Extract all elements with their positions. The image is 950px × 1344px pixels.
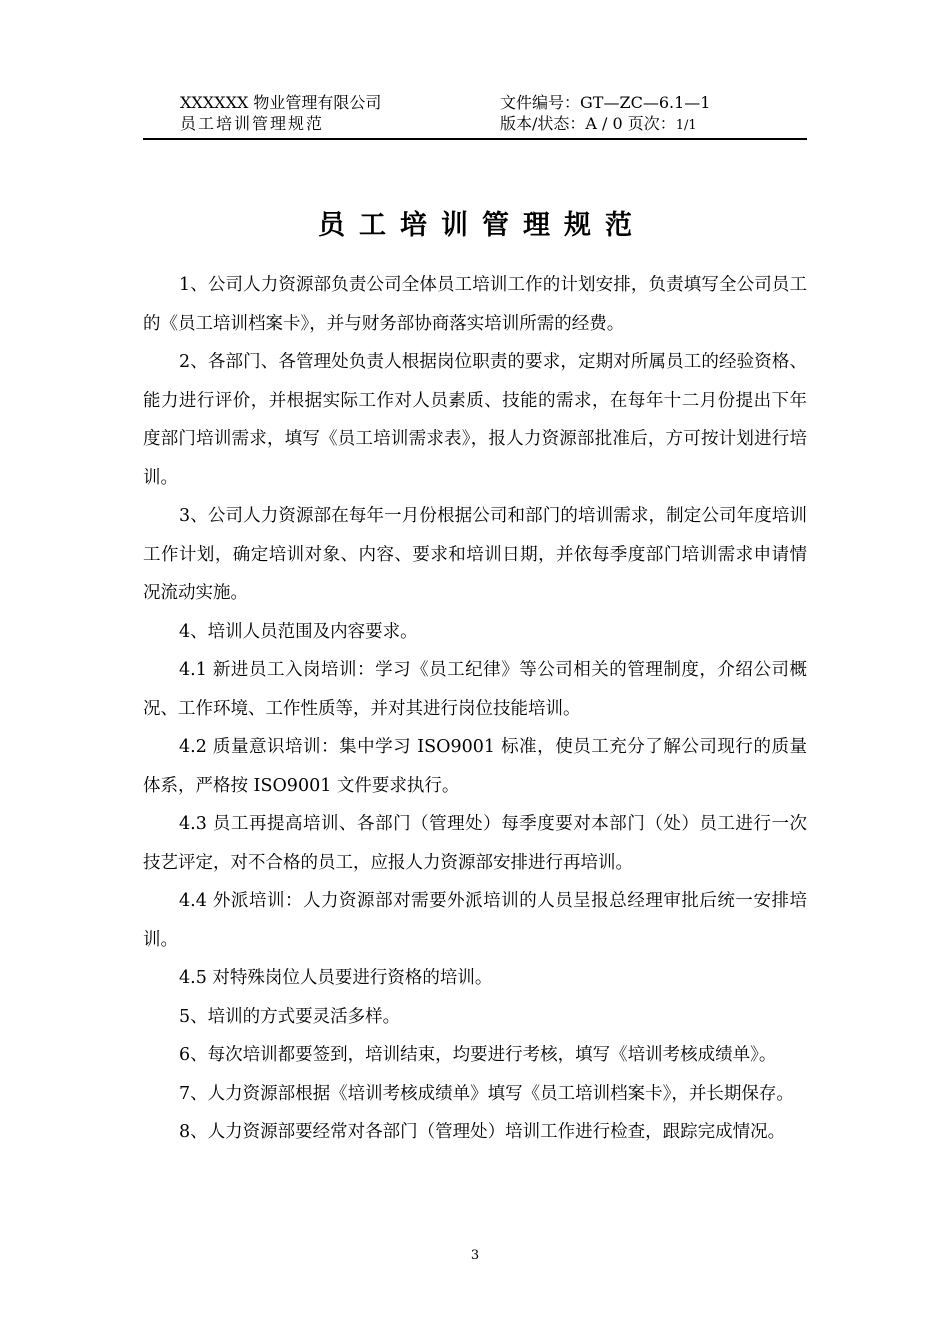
paragraph-8: 8、人力资源部要经常对各部门（管理处）培训工作进行检查，跟踪完成情况。: [179, 1122, 786, 1142]
company-name: XXXXXX 物业管理有限公司: [180, 93, 382, 112]
paragraph-7: 7、人力资源部根据《培训考核成绩单》填写《员工培训档案卡》，并长期保存。: [179, 1083, 794, 1104]
page-header: [143, 92, 807, 140]
page-count: 1/1: [675, 118, 697, 133]
paragraph-3: 3、公司人力资源部在每年一月份根据公司和部门的培训需求，制定公司年度培训工作计划，确定培训对象、内容、要求和培训日期，并依每季度部门培训需求申请情况流动实施。: [143, 506, 807, 603]
paragraph-4-3: 4.3 员工再提高培训、各部门（管理处）每季度要对本部门（处）员工进行一次技艺评定，对不合格的员工，应报人力资源部安排进行再培训。: [143, 814, 807, 873]
paragraph-4-4: 4.4 外派培训：人力资源部对需要外派培训的人员呈报总经理审批后统一安排培训。: [143, 891, 807, 950]
paragraph-4: 4、培训人员范围及内容要求。: [179, 621, 418, 642]
document-name: 员工培训管理规范: [180, 114, 325, 133]
document-number: 文件编号：GT—ZC—6.1—1: [500, 93, 711, 112]
header-row-2: [143, 113, 807, 134]
header-row-1: [143, 92, 807, 113]
document-body: [143, 266, 807, 1152]
paragraph-4-1: 4.1 新进员工入岗培训：学习《员工纪律》等公司相关的管理制度，介绍公司概况、工作环境、工作性质等，并对其进行岗位技能培训。: [143, 660, 807, 719]
paragraph-4-5: 4.5 对特殊岗位人员要进行资格的培训。: [179, 968, 493, 988]
paragraph-2: 2、各部门、各管理处负责人根据岗位职责的要求，定期对所属员工的经验资格、能力进行评价，并根据实际工作对人员素质、技能的需求，在每年十二月份提出下年度部门培训需求，填写《员工培训需求表》，报人力资源部批准后，方可按计划进行培训。: [143, 352, 807, 488]
paragraph-4-2: 4.2 质量意识培训：集中学习 ISO9001 标准，使员工充分了解公司现行的质量体系，严格按 ISO9001 文件要求执行。: [143, 737, 807, 796]
version-status: [500, 113, 697, 136]
paragraph-5: 5、培训的方式要灵活多样。: [179, 1006, 401, 1027]
version-label: 版本/状态：A / 0 页次：: [500, 114, 676, 133]
paragraph-6: 6、每次培训都要签到，培训结束，均要进行考核，填写《培训考核成绩单》。: [179, 1045, 777, 1065]
page-number: 3: [470, 1248, 480, 1263]
document-title: 员工培训管理规范: [318, 210, 646, 241]
paragraph-1: 1、公司人力资源部负责公司全体员工培训工作的计划安排，负责填写全公司员工的《员工培训档案卡》，并与财务部协商落实培训所需的经费。: [143, 275, 807, 334]
